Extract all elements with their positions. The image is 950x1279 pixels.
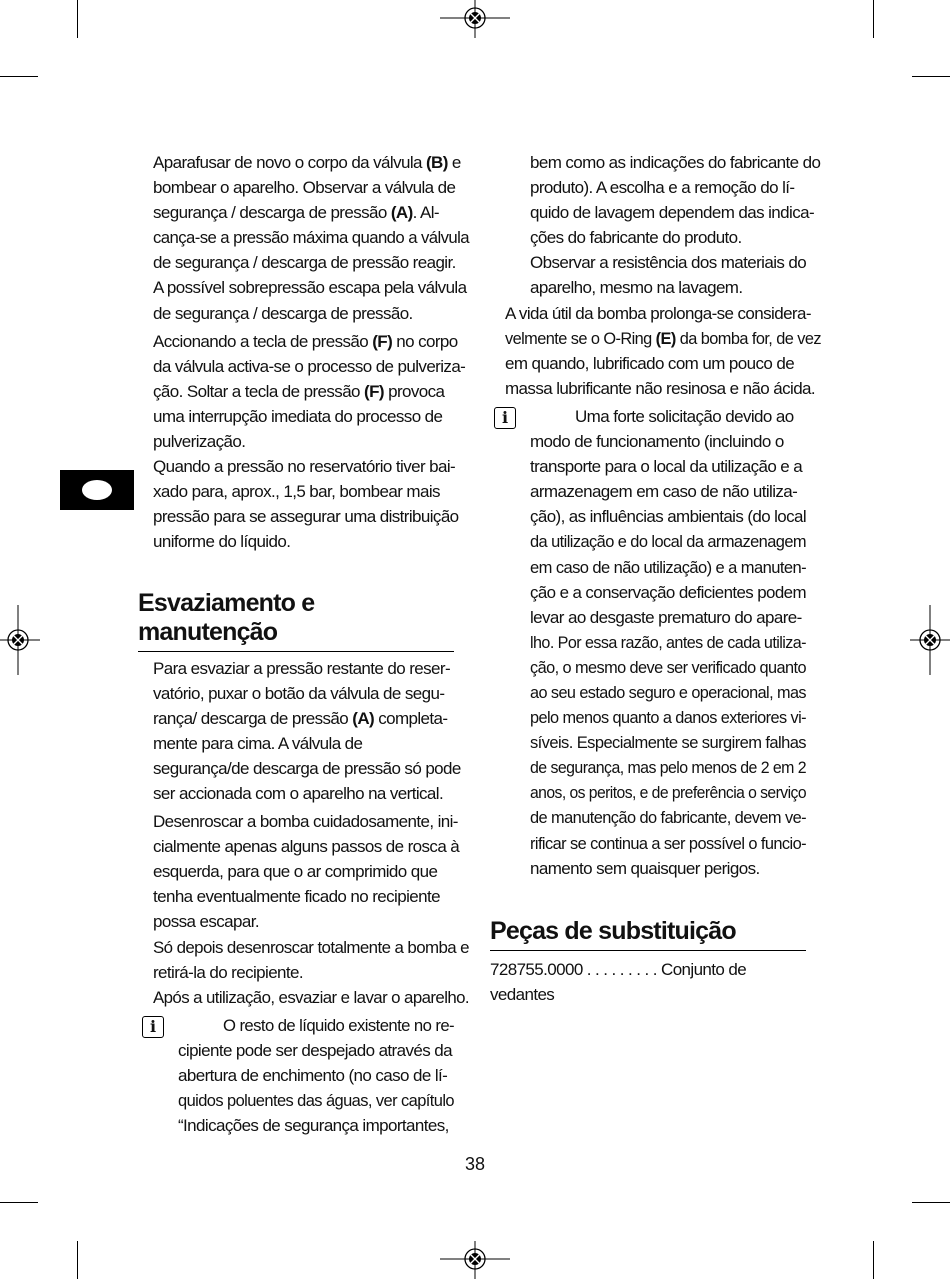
paragraph-reinstall-valve — [138, 150, 469, 326]
text-line: Quando a pressão no reservatório tiver bai- — [153, 457, 456, 477]
text-line: rificar se continua a ser possível o funcio- — [530, 833, 806, 853]
crop-mark — [77, 1241, 78, 1279]
text-line: quido de lavagem dependem das indica- — [530, 203, 815, 223]
text-line: esquerda, para que o ar comprimido que — [153, 862, 438, 882]
text-line: abertura de enchimento (no caso de lí- — [178, 1066, 448, 1085]
text-line: síveis. Especialmente se surgirem falhas — [530, 733, 806, 753]
text-line: “Indicações de segurança importantes, — [178, 1116, 449, 1136]
text-line: uma interrupção imediata do processo de — [153, 406, 443, 426]
text-line: Aparafusar de novo o corpo da válvula (B) e — [153, 153, 461, 172]
text-line: quidos poluentes das águas, ver capítulo — [178, 1091, 454, 1111]
text-line: da utilização e do local da armazenagem — [530, 532, 806, 552]
info-note-residual-liquid — [138, 1013, 454, 1138]
crosshair-circle-icon — [910, 605, 950, 675]
crop-mark — [0, 76, 38, 77]
language-tab-oval — [82, 480, 112, 500]
spare-part-row — [490, 957, 806, 1007]
text-line: mente para cima. A válvula de — [153, 733, 363, 753]
text-line: de segurança / descarga de pressão reagir. — [153, 253, 456, 273]
text-line: massa lubrificante não resinosa e não ácida. — [505, 378, 816, 398]
text-line: Desenroscar a bomba cuidadosamente, ini- — [153, 812, 458, 832]
text-line: de segurança, mas pelo menos de 2 em 2 — [530, 758, 806, 778]
text-line: modo de funcionamento (incluindo o — [530, 432, 784, 452]
language-tab-marker — [60, 470, 134, 510]
crop-mark — [873, 1241, 874, 1279]
text-line: de manutenção do fabricante, devem ve- — [530, 808, 806, 828]
text-line: aparelho, mesmo na lavagem. — [530, 278, 743, 298]
left-column — [138, 150, 469, 1138]
text-line: namento sem quaisquer perigos. — [530, 858, 760, 878]
text-line: cança-se a pressão máxima quando a válvula — [153, 228, 469, 248]
text-line: A possível sobrepressão escapa pela válvula — [153, 278, 467, 298]
text-line: ção), as influências ambientais (do local — [530, 507, 806, 527]
text-line: ser accionada com o aparelho na vertical. — [153, 783, 444, 803]
paragraph-unscrew-pump — [138, 809, 469, 1010]
text-line: ção, o mesmo deve ser verificado quanto — [530, 657, 806, 677]
part-description: Conjunto de vedantes — [490, 959, 747, 1004]
info-note-continuation — [490, 150, 821, 301]
text-line: uniforme do líquido. — [153, 532, 291, 552]
text-line: velmente se o O-Ring (E) da bomba for, de vez — [505, 328, 821, 348]
text-line: tenha eventualmente ficado no recipiente — [153, 887, 440, 907]
crop-mark — [77, 0, 78, 38]
text-line: lho. Por essa razão, antes de cada utiliza- — [530, 632, 806, 652]
part-leader-dots: . . . . . . . . . — [586, 959, 657, 979]
text-line: bombear o aparelho. Observar a válvula de — [153, 178, 456, 198]
text-line: pulverização. — [153, 432, 246, 452]
section-heading-spare-parts: Peças de substituição — [490, 917, 806, 951]
part-number: 728755.0000 — [490, 959, 583, 979]
text-line: ção e a conservação deficientes podem — [530, 582, 806, 602]
crop-mark — [912, 76, 950, 77]
info-note-text — [530, 404, 806, 881]
text-line: segurança/de descarga de pressão só pode — [153, 758, 461, 778]
text-line: bem como as indicações do fabricante do — [530, 153, 821, 172]
page-number: 38 — [464, 1154, 486, 1174]
info-icon: i — [494, 407, 516, 429]
crop-mark — [0, 1202, 38, 1203]
text-line: xado para, aprox., 1,5 bar, bombear mais — [153, 482, 440, 502]
text-line: produto). A escolha e a remoção do lí- — [530, 178, 795, 198]
info-icon: i — [142, 1016, 164, 1038]
paragraph-o-ring-lubrication — [490, 301, 821, 401]
text-line: segurança / descarga de pressão (A). Al- — [153, 203, 439, 223]
section-heading-emptying: Esvaziamento e manutenção — [138, 589, 454, 652]
text-line: anos, os peritos, e de preferência o serviço — [530, 783, 806, 803]
text-line: de segurança / descarga de pressão. — [153, 303, 413, 323]
text-line: Para esvaziar a pressão restante do reser- — [153, 658, 451, 678]
text-line: ção. Soltar a tecla de pressão (F) provoca — [153, 381, 445, 401]
crosshair-circle-icon — [440, 0, 510, 38]
crop-mark — [873, 0, 874, 38]
text-line: cialmente apenas alguns passos de rosca à — [153, 837, 460, 857]
right-column — [490, 150, 821, 1007]
text-line: Só depois desenroscar totalmente a bomba e — [153, 937, 469, 957]
text-line: da válvula activa-se o processo de pulveriza- — [153, 356, 466, 376]
spare-parts-list — [490, 957, 806, 1007]
text-line: A vida útil da bomba prolonga-se considera- — [505, 303, 811, 323]
paragraph-release-pressure — [138, 656, 461, 807]
text-line: cipiente pode ser despejado através da — [178, 1040, 452, 1060]
text-line: ao seu estado seguro e operacional, mas — [530, 682, 806, 702]
info-note-inspection — [490, 404, 806, 881]
text-line: Observar a resistência dos materiais do — [530, 253, 807, 273]
crosshair-circle-icon — [0, 605, 40, 675]
text-line: armazenagem em caso de não utiliza- — [530, 482, 798, 502]
text-line: rança/ descarga de pressão (A) completa- — [153, 708, 448, 728]
text-line: Accionando a tecla de pressão (F) no corpo — [153, 331, 458, 351]
text-line: possa escapar. — [153, 912, 259, 932]
text-line: transporte para o local da utilização e a — [530, 457, 803, 477]
text-line: pelo menos quanto a danos exteriores vi- — [530, 708, 806, 728]
crop-mark — [912, 1202, 950, 1203]
text-line: ções do fabricante do produto. — [530, 228, 742, 248]
text-line: vatório, puxar o botão da válvula de segu- — [153, 683, 445, 703]
text-line: em caso de não utilização) e a manuten- — [530, 557, 806, 577]
text-line: levar ao desgaste prematuro do apare- — [530, 607, 802, 627]
text-line: Uma forte solicitação devido ao — [575, 406, 794, 426]
text-line: Após a utilização, esvaziar e lavar o aparelho. — [153, 987, 469, 1007]
info-note-text — [178, 1013, 454, 1138]
text-line: retirá-la do recipiente. — [153, 962, 304, 982]
crosshair-circle-icon — [440, 1241, 510, 1279]
text-line: O resto de líquido existente no re- — [223, 1015, 454, 1035]
text-line: em quando, lubrificado com um pouco de — [505, 353, 795, 373]
text-line: pressão para se assegurar uma distribuição — [153, 507, 459, 527]
paragraph-spray-operation — [138, 329, 466, 555]
